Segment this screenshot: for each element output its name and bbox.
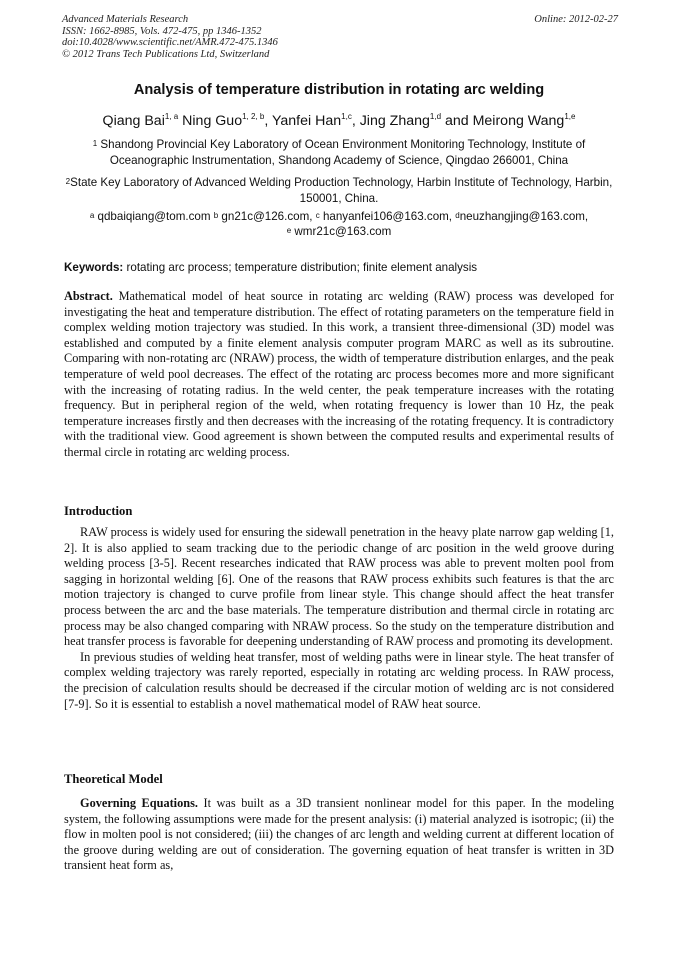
keywords — [64, 261, 616, 274]
issn-line: ISSN: 1662-8985, Vols. 472-475, pp 1346-1352 — [62, 25, 262, 37]
abstract-label: Abstract. — [64, 289, 113, 303]
author-sep: , — [264, 113, 272, 129]
introduction-body — [64, 525, 614, 712]
email-mark: d — [455, 211, 460, 220]
author-sep: and — [441, 113, 473, 129]
author-affil-mark: 1,c — [341, 112, 352, 121]
email-list — [56, 209, 622, 239]
author-affil-mark: 1, a — [164, 112, 179, 121]
keywords-label: Keywords: — [64, 261, 124, 274]
author-list — [30, 113, 648, 129]
email-address: wmr21c@163.com — [294, 225, 392, 238]
author-affil-mark: 1,e — [564, 112, 576, 121]
author-affil-mark: 1,d — [429, 112, 442, 121]
email-address: hanyanfei106@163.com, — [322, 210, 456, 223]
affiliation-mark: 1 — [92, 139, 98, 148]
author-name: Ning Guo — [182, 113, 243, 129]
theoretical-body — [64, 796, 614, 874]
email-address: neuzhangjing@163.com, — [459, 210, 589, 223]
email-mark: c — [315, 211, 320, 220]
journal-name: Advanced Materials Research — [62, 14, 189, 25]
online-date: Online: 2012-02-27 — [534, 14, 618, 25]
email-mark: e — [286, 226, 292, 235]
paragraph: It was built as a 3D transient nonlinear model for this paper. In the modeling system, the following assumptions were made for the present analysis: (i) material analyzed is isotropic; (ii) the flow in molten pool is not considered; (iii) the changes of arc length and welding current at different location of the groove during welding are out of consideration. The governing equation of heat transfer is written in 3D transient heat form as, — [64, 796, 614, 873]
affiliation-text: State Key Laboratory of Advanced Welding Production Technology, Harbin Institute of Technology, Harbin, 150001, China. — [70, 176, 613, 205]
email-mark: b — [213, 211, 219, 220]
email-address: gn21c@126.com, — [221, 210, 316, 223]
author-affil-mark: 1, 2, b — [242, 112, 265, 121]
abstract — [64, 289, 614, 461]
doi-line: doi:10.4028/www.scientific.net/AMR.472-475.1346 — [62, 37, 278, 48]
paragraph: RAW process is widely used for ensuring the sidewall penetration in the heavy plate narrow gap welding [1, 2]. It is also applied to seam tracking due to the periodic change of arc position in the weld groove during welding process [3-5]. Recent researches indicated that RAW process was able to prevent molten pool from sagging in horizontal welding [6]. One of the reasons that RAW process exhibits such features is that the arc motion trajectory is changed to curve profile from linear style. This change should affect the heat transfer process between the arc and the base materials. The temperature distribution and thermal circle in rotating arc process may be also changed comparing with NRAW process. So the study on the temperature distribution and heat transfer process is favorable for deepening understanding of RAW process and promoting its development. — [64, 525, 614, 649]
email-address: qdbaiqiang@tom.com — [97, 210, 211, 223]
author-sep: , — [351, 113, 360, 129]
email-mark: a — [89, 211, 95, 220]
paragraph: In previous studies of welding heat transfer, most of welding paths were in linear style. The heat transfer of complex welding trajectory was rarely reported, especially in rotating arc welding process. In RAW process, the precision of calculation results should be decreased if the circular motion of welding arc is not considered [7-9]. So it is essential to establish a novel mathematical model of RAW heat source. — [64, 649, 614, 711]
abstract-text: Mathematical model of heat source in rotating arc welding (RAW) process was developed for investigating the heat and temperature distribution. The effect of rotating parameters on the temperature field in complex welding motion trajectory was studied. In this work, a transient three-dimensional (3D) model was established and computed by a finite element analysis computer program MARC as well as its subroutine. Comparing with non-rotating arc (NRAW) process, the width of temperature distribution enlarges, and the peak temperature of weld pool decreases. The effect of the rotating arc process becomes more and more significant with the increasing of rotating radius. In the weld center, the peak temperature increases with the rotating frequency. But in peripheral region of the weld, when rotating frequency is lower than 10 Hz, the peak temperature increases firstly and then decreases with the increasing of the rotating frequency. It is contradictory with the traditional view. Good agreement is shown between the computed results and experimental results of thermal circle in rotating arc welding process. — [64, 289, 614, 459]
section-heading-theoretical-model: Theoretical Model — [64, 772, 163, 786]
affiliation-mark: 2 — [65, 177, 71, 186]
author-name: Meirong Wang — [472, 113, 565, 129]
section-heading-introduction: Introduction — [64, 504, 133, 518]
author-name: Qiang Bai — [102, 113, 165, 129]
affiliation-1 — [56, 137, 622, 169]
paper-title: Analysis of temperature distribution in rotating arc welding — [133, 82, 545, 98]
author-name: Yanfei Han — [271, 113, 342, 129]
copyright-line: © 2012 Trans Tech Publications Ltd, Switzerland — [62, 48, 270, 60]
affiliation-2 — [56, 175, 622, 207]
keywords-text: rotating arc process; temperature distribution; finite element analysis — [126, 261, 478, 274]
journal-header — [62, 14, 618, 60]
affiliation-text: Shandong Provincial Key Laboratory of Ocean Environment Monitoring Technology, Institute of Oceanographic Instrumentation, Shandong Academy of Science, Qingdao 266001, China — [100, 138, 586, 167]
subsection-lead: Governing Equations. — [80, 796, 198, 810]
author-name: Jing Zhang — [359, 113, 430, 129]
